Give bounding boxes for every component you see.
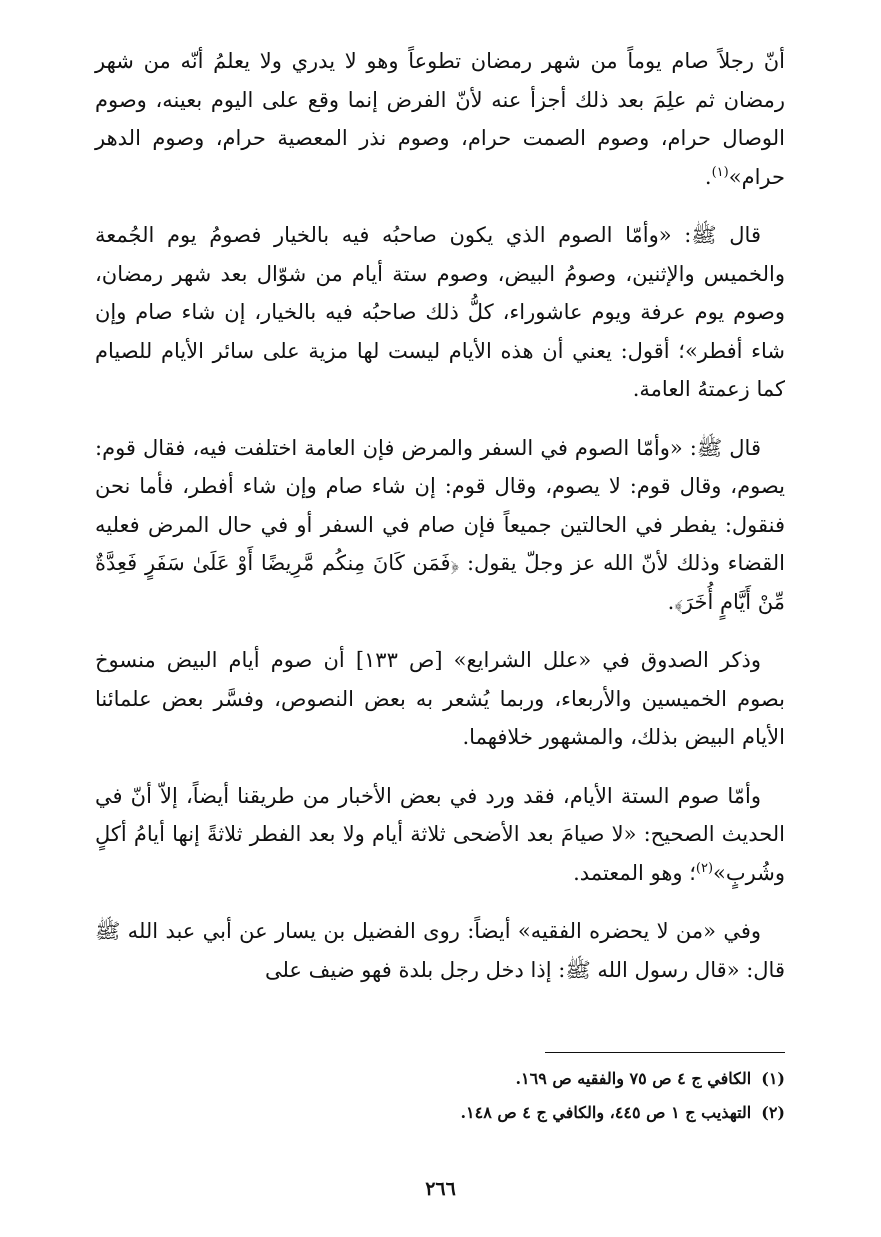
paragraph-3: قال ﷺ: «وأمّا الصوم في السفر والمرض فإن العامة اختلفت فيه، فقال قوم: يصوم، وقال قوم: لا يصوم، وقال قوم: إن شاء صام وإن شاء أفطر، فأما نحن فنقول: يفطر في الحالتين جميعاً فإن صام في السفر أو في حال المرض فعليه القضاء وذلك لأنّ الله عز وجلّ يقول: ﴿فَمَن كَانَ مِنكُم مَّرِيضًا أَوْ عَلَىٰ سَفَرٍ فَعِدَّةٌ مِّنْ أَيَّامٍ أُخَرَ﴾. bbox=[95, 435, 785, 614]
paragraph-tail: . bbox=[704, 164, 712, 189]
footnote-divider bbox=[545, 1052, 785, 1053]
paragraph-tail: ؛ وهو المعتمد. bbox=[573, 860, 696, 885]
footnotes bbox=[95, 1062, 785, 1130]
paragraph-text: وأمّا صوم الستة الأيام، فقد ورد في بعض الأخبار من طريقنا أيضاً، إلاّ أنّ في الحديث الصحيح: «لا صيامَ بعد الأضحى ثلاثة أيام ولا بعد الفطر ثلاثةً إنها أيامُ أكلٍ وشُربٍ» bbox=[95, 783, 785, 885]
main-text bbox=[95, 42, 785, 989]
footnote-ref-1[interactable]: (١) bbox=[711, 164, 729, 180]
paragraph-6: وفي «من لا يحضره الفقيه» أيضاً: روى الفضيل بن يسار عن أبي عبد الله ﷺ قال: «قال رسول الله ﷺ: إذا دخل رجل بلدة فهو ضيف على bbox=[95, 919, 785, 982]
footnote-1 bbox=[95, 1062, 785, 1096]
footnote-number: (١) bbox=[761, 1069, 785, 1088]
paragraph-4: وذكر الصدوق في «علل الشرايع» [ص ١٣٣] أن صوم أيام البيض منسوخ بصوم الخميسين والأربعاء، وربما يُشعر به بعض النصوص، وفسَّر بعض علمائنا الأيام البيض بذلك، والمشهور خلافهما. bbox=[95, 648, 785, 749]
footnote-text: التهذيب ج ١ ص ٤٤٥، والكافي ج ٤ ص ١٤٨. bbox=[460, 1103, 752, 1122]
paragraph-text: أنّ رجلاً صام يوماً من شهر رمضان تطوعاً وهو لا يدري ولا يعلمُ أنّه من شهر رمضان ثم علِمَ بعد ذلك أجزأ عنه لأنّ الفرض إنما وقع على اليوم بعينه، وصوم الوصال حرام، وصوم الصمت حرام، وصوم نذر المعصية حرام، وصوم الدهر حرام» bbox=[95, 49, 785, 189]
paragraph-1 bbox=[95, 42, 785, 196]
paragraph-5 bbox=[95, 777, 785, 893]
footnote-text: الكافي ج ٤ ص ٧٥ والفقيه ص ١٦٩. bbox=[515, 1069, 752, 1088]
footnote-ref-2[interactable]: (٢) bbox=[695, 860, 714, 876]
page-number: ٢٦٦ bbox=[425, 1178, 456, 1200]
footnote-number: (٢) bbox=[761, 1103, 785, 1122]
paragraph-2: قال ﷺ: «وأمّا الصوم الذي يكون صاحبُه فيه بالخيار فصومُ يوم الجُمعة والخميس والإثنين، وصومُ البيض، وصوم ستة أيام من شوّال بعد شهر رمضان، وصوم يوم عرفة ويوم عاشوراء، كلُّ ذلك صاحبُه فيه بالخيار، إن شاء صام وإن شاء أفطر»؛ أقول: يعني أن هذه الأيام ليست لها مزية على سائر الأيام للصيام كما زعمتهُ العامة. bbox=[95, 223, 785, 401]
footnote-2 bbox=[95, 1096, 785, 1130]
